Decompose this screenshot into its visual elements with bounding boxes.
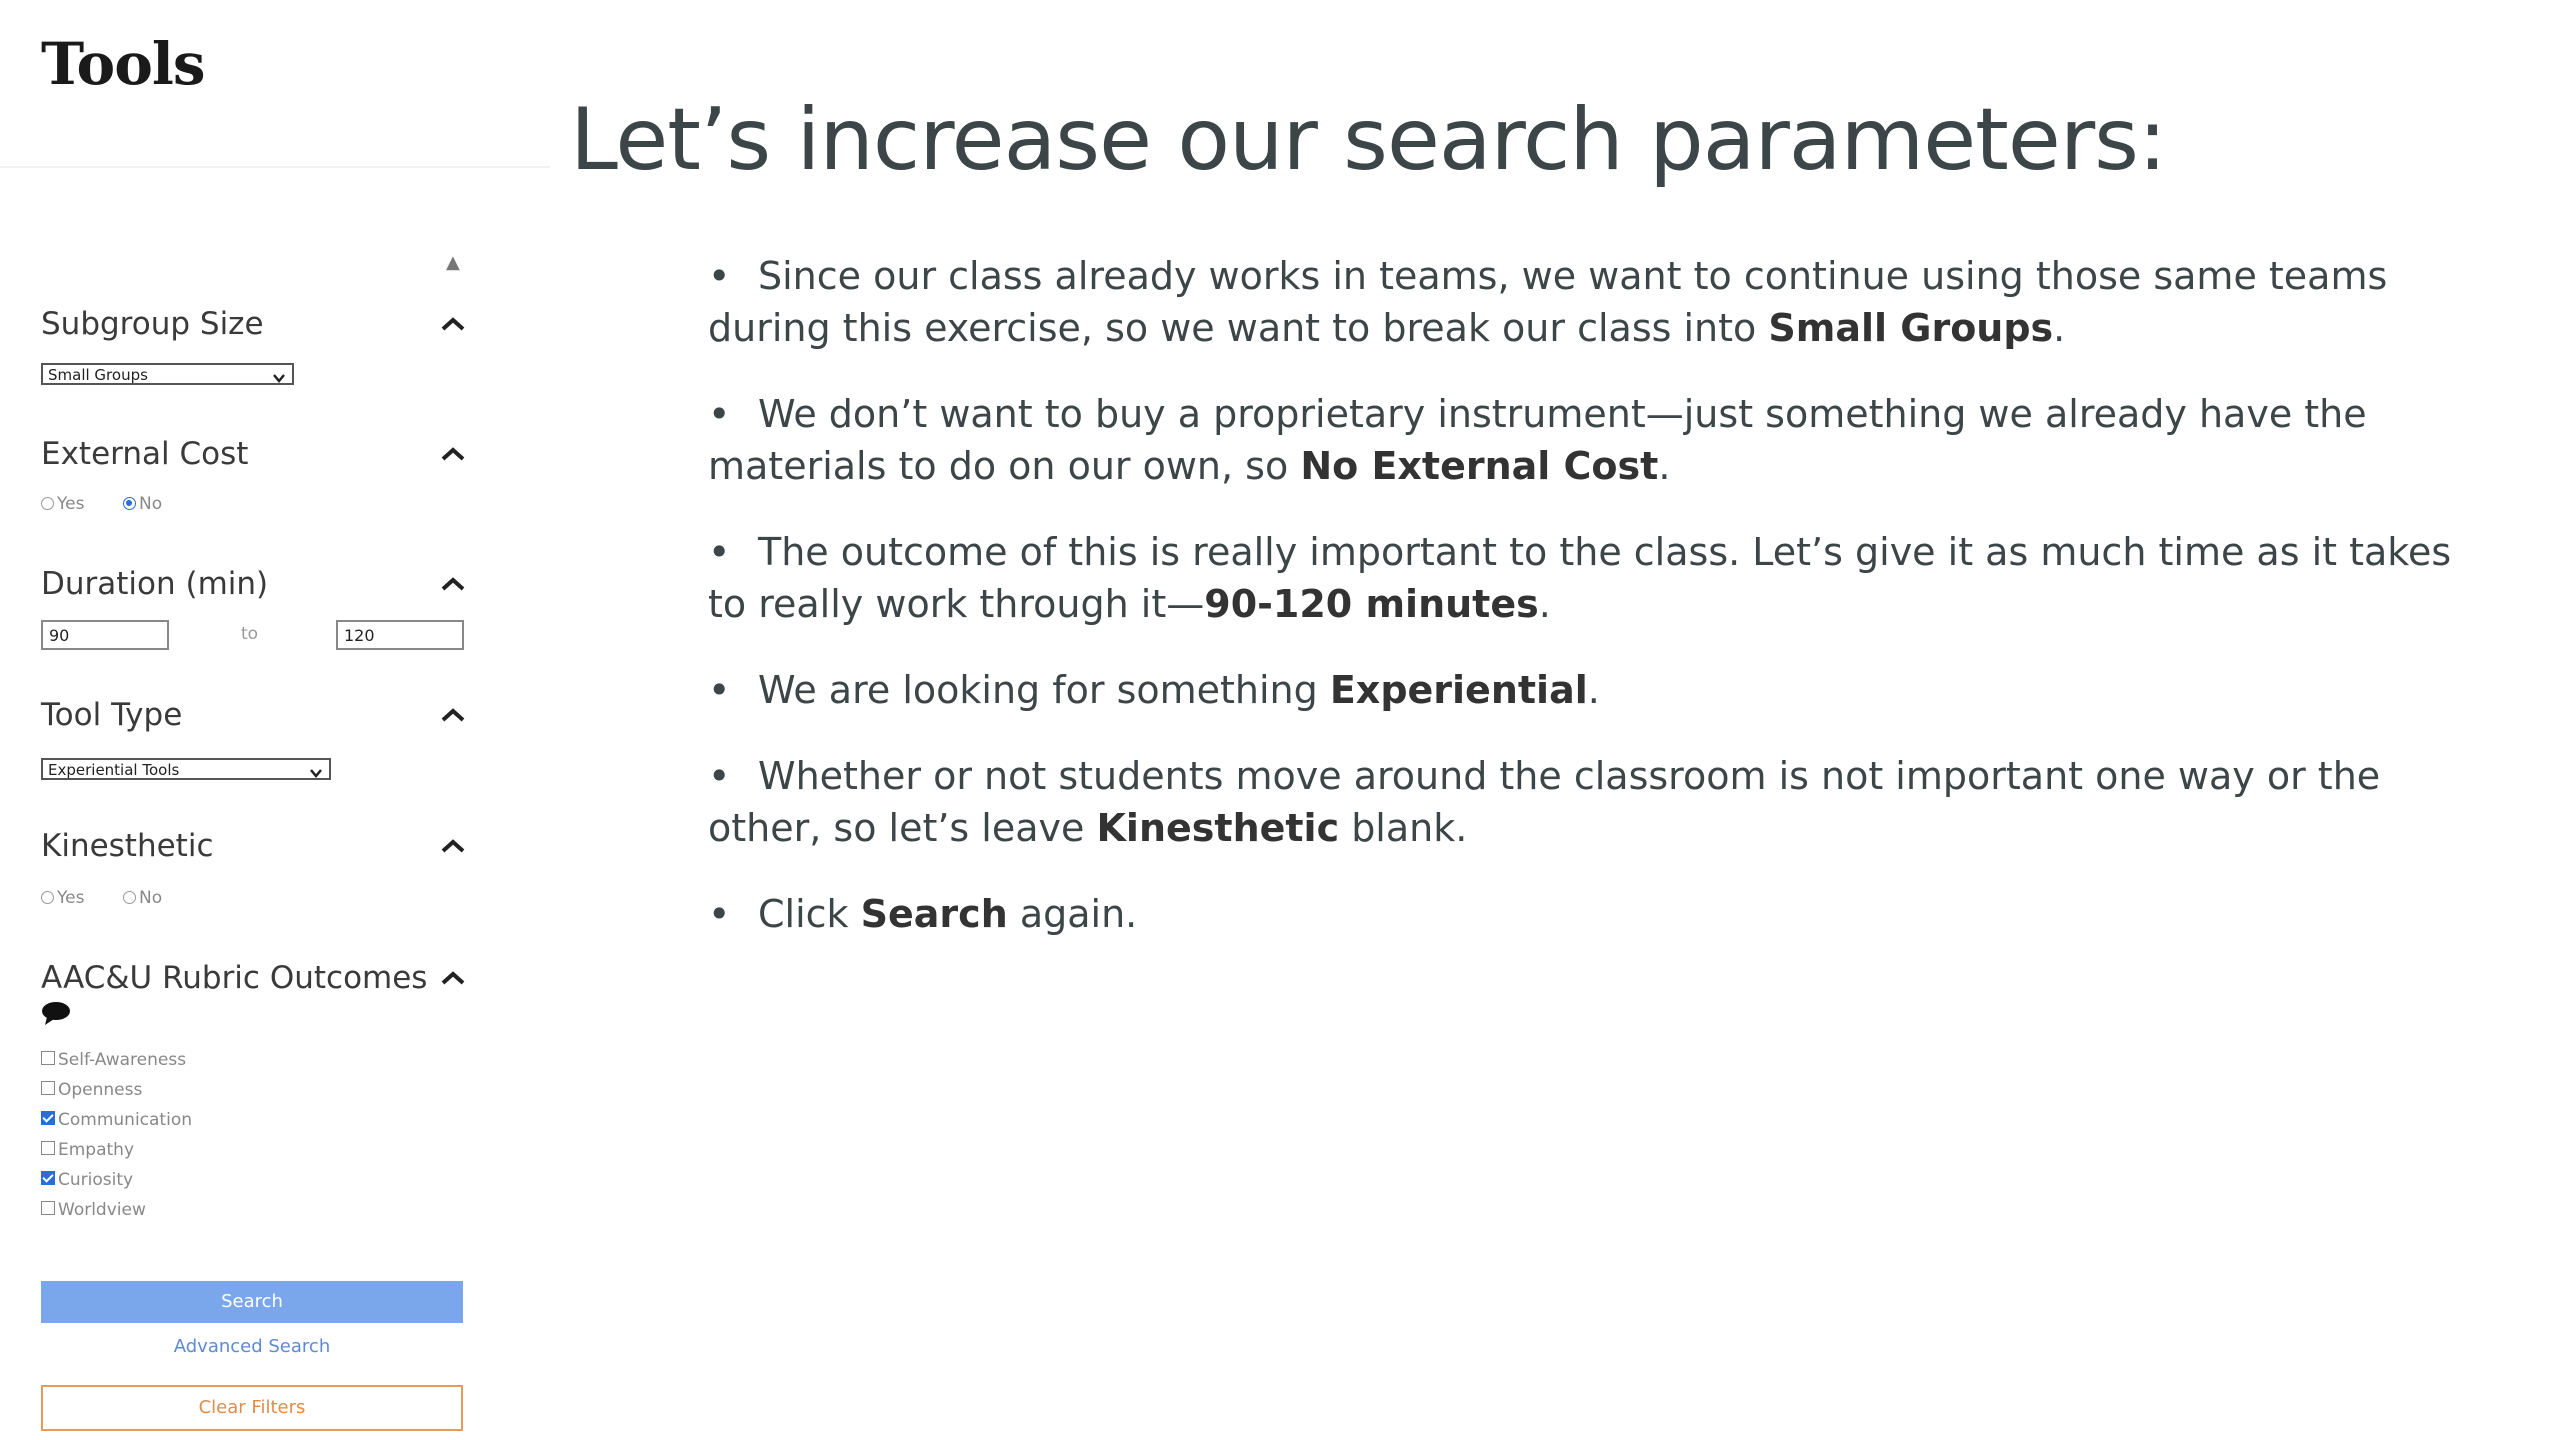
duration-min-input[interactable]: [41, 620, 169, 650]
search-button[interactable]: Search: [41, 1281, 463, 1323]
section-title: External Cost: [41, 436, 249, 472]
section-title: Duration (min): [41, 566, 269, 602]
checkbox-label: Communication: [58, 1110, 192, 1130]
bullet-marker: •: [708, 392, 731, 436]
radio-label: No: [139, 494, 163, 514]
bullet-text: We are looking for something: [758, 668, 1330, 712]
duration-max-input[interactable]: [336, 620, 464, 650]
bullet-text: .: [2053, 306, 2066, 350]
bullet-text: blank.: [1339, 806, 1468, 850]
checkbox-label: Worldview: [58, 1200, 146, 1220]
bullet-marker: •: [708, 892, 731, 936]
bullet-text: .: [1538, 582, 1551, 626]
bullet-text: Click: [758, 892, 861, 936]
chevron-down-icon: [272, 369, 286, 379]
clear-filters-button[interactable]: Clear Filters: [41, 1385, 463, 1431]
section-external-cost[interactable]: [41, 436, 466, 480]
checkbox-openness[interactable]: [41, 1080, 142, 1104]
slide-title: Let’s increase our search parameters:: [570, 90, 2166, 190]
bullet-item: [708, 526, 2498, 630]
comment-icon[interactable]: [41, 1000, 71, 1026]
section-title: Kinesthetic: [41, 828, 214, 864]
bullet-marker: •: [708, 530, 731, 574]
section-title: AAC&U Rubric Outcomes: [41, 960, 428, 996]
external-cost-yes-radio[interactable]: [41, 494, 84, 516]
section-title: Tool Type: [41, 697, 183, 733]
bullet-text: We don’t want to buy a proprietary instrument—just something we already have the materials to do on our own, so: [708, 392, 2367, 488]
bullet-marker: •: [708, 668, 731, 712]
section-title: Subgroup Size: [41, 306, 264, 342]
select-value: Small Groups: [48, 366, 148, 384]
checkbox-indicator-checked: [41, 1171, 55, 1185]
bullet-item: [708, 388, 2498, 492]
checkbox-label: Openness: [58, 1080, 143, 1100]
external-cost-no-radio[interactable]: [123, 494, 162, 516]
chevron-up-icon[interactable]: [440, 446, 466, 462]
bullet-text: Since our class already works in teams, we want to continue using those same teams during this exercise, so we want to break our class into: [708, 254, 2388, 350]
bullet-item: [708, 750, 2498, 854]
bullet-text: .: [1658, 444, 1671, 488]
bullet-text: The outcome of this is really important to the class. Let’s give it as much time as it takes to really work through it—: [708, 530, 2452, 626]
kinesthetic-no-radio[interactable]: [123, 888, 162, 910]
checkbox-indicator: [41, 1201, 55, 1215]
radio-indicator-selected: [123, 497, 136, 510]
select-value: Experiential Tools: [48, 761, 180, 779]
checkbox-curiosity[interactable]: [41, 1170, 133, 1194]
checkbox-label: Curiosity: [58, 1170, 134, 1190]
section-tool-type[interactable]: [41, 697, 466, 741]
chevron-up-icon[interactable]: [440, 707, 466, 723]
sidebar-title: Tools: [41, 30, 205, 98]
chevron-up-icon[interactable]: [440, 316, 466, 332]
checkbox-indicator: [41, 1051, 55, 1065]
sidebar-divider: [0, 166, 550, 168]
radio-indicator: [41, 891, 54, 904]
bullet-emphasis: No External Cost: [1300, 444, 1659, 488]
section-subgroup-size[interactable]: [41, 306, 466, 350]
chevron-up-icon[interactable]: [440, 576, 466, 592]
kinesthetic-yes-radio[interactable]: [41, 888, 84, 910]
bullet-text: Whether or not students move around the classroom is not important one way or the other, so let’s leave: [708, 754, 2381, 850]
bullet-item: [708, 664, 2498, 716]
bullet-emphasis: Experiential: [1329, 668, 1588, 712]
tool-type-select[interactable]: [41, 758, 331, 780]
chevron-up-icon[interactable]: [440, 838, 466, 854]
radio-label: Yes: [57, 494, 85, 514]
bullet-marker: •: [708, 254, 731, 298]
bullet-emphasis: 90-120 minutes: [1204, 582, 1539, 626]
bullet-emphasis: Search: [860, 892, 1008, 936]
duration-to-label: to: [241, 624, 259, 644]
bullet-text: again.: [1007, 892, 1138, 936]
section-rubric-outcomes[interactable]: [41, 960, 466, 1004]
collapse-filters-icon[interactable]: ▲: [446, 252, 460, 273]
subgroup-size-select[interactable]: [41, 363, 294, 385]
chevron-down-icon: [309, 764, 323, 774]
checkbox-indicator-checked: [41, 1111, 55, 1125]
checkbox-indicator: [41, 1081, 55, 1095]
instruction-bullets: [708, 250, 2498, 974]
checkbox-communication[interactable]: [41, 1110, 192, 1134]
checkbox-worldview[interactable]: [41, 1200, 146, 1224]
checkbox-indicator: [41, 1141, 55, 1155]
checkbox-label: Empathy: [58, 1140, 135, 1160]
checkbox-label: Self-Awareness: [58, 1050, 187, 1070]
radio-label: No: [139, 888, 163, 908]
radio-label: Yes: [57, 888, 85, 908]
bullet-emphasis: Kinesthetic: [1096, 806, 1340, 850]
chevron-up-icon[interactable]: [440, 970, 466, 986]
section-duration[interactable]: [41, 566, 466, 610]
bullet-text: .: [1587, 668, 1600, 712]
advanced-search-link[interactable]: Advanced Search: [173, 1336, 331, 1357]
radio-indicator: [41, 497, 54, 510]
tools-sidebar: [0, 0, 550, 1440]
bullet-item: [708, 888, 2498, 940]
bullet-emphasis: Small Groups: [1768, 306, 2054, 350]
checkbox-self-awareness[interactable]: [41, 1050, 186, 1074]
checkbox-empathy[interactable]: [41, 1140, 134, 1164]
radio-indicator: [123, 891, 136, 904]
section-kinesthetic[interactable]: [41, 828, 466, 872]
bullet-item: [708, 250, 2498, 354]
bullet-marker: •: [708, 754, 731, 798]
